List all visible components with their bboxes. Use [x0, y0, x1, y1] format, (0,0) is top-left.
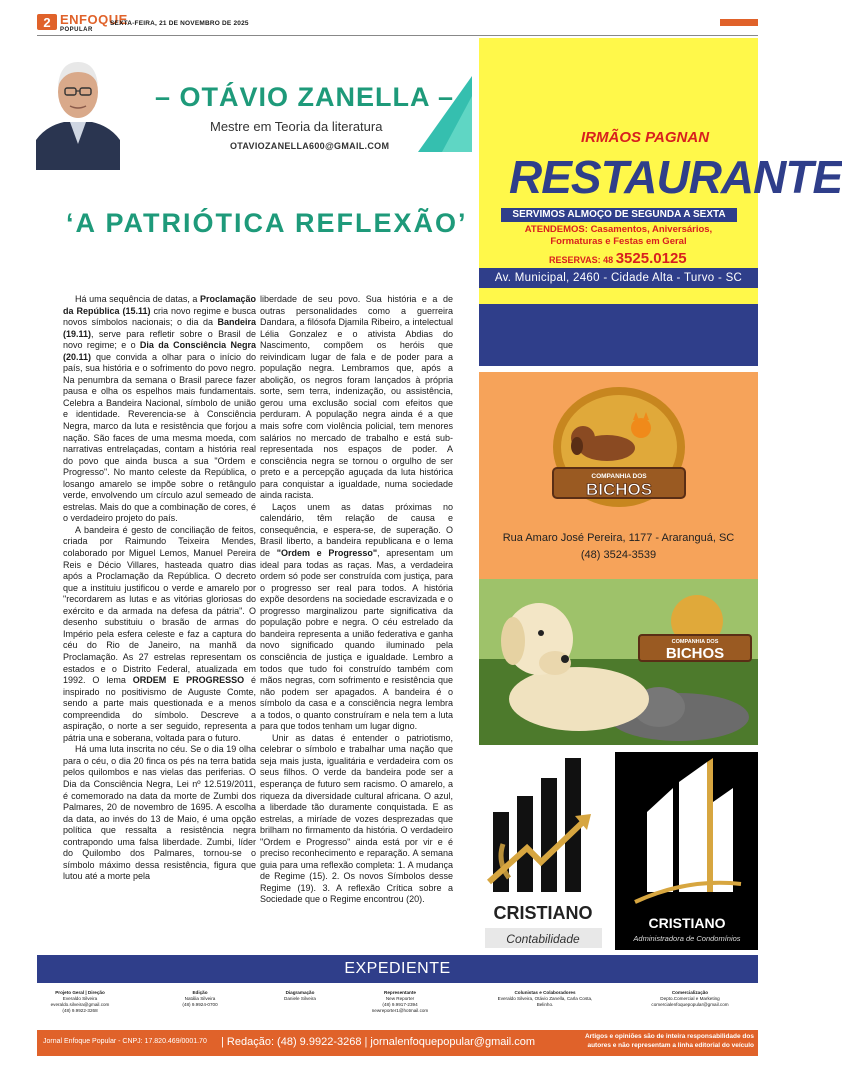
article-paragraph: liberdade de seu povo. Sua história e a de outras personalidades como a guerreira Dandara, a filósofa Djamila Ribeiro, a intelectual Lélia Gonzalez e o ativista Abdias do Nascimento, compõem os heróis que reivindicam lugar de fala e de poder para a população negra. Lembramos que, após a abolição, os negros foram lançados à própria sorte, sem terra, indenização, ou assistência, gerou uma exclusão social com efeitos que perduram. A população negra ainda é a que mais sofre com violência policial, tem menores salários no mercado de trabalho e está sub-representada nos espaços de poder. A consciência negra se tornou o orgulho de ser preto e a percepção aguçada da luta histórica para conquistar a igualdade, numa sociedade ainda racista.: [260, 294, 453, 501]
author-name: – OTÁVIO ZANELLA –: [155, 82, 455, 112]
header-rule: [37, 35, 758, 36]
header-accent-bar: [720, 19, 758, 26]
staff-line: everaldo.silveira@gmail.com: [50, 1002, 110, 1007]
restaurant-events: [479, 224, 758, 248]
restaurant-ad[interactable]: [479, 38, 842, 366]
reservations-number: 3525.0125: [615, 250, 687, 267]
restaurant-owner: IRMÃOS PAGNAN: [581, 129, 710, 146]
staff-role: Comercialização: [671, 990, 709, 995]
staff-line: Natália Silveira: [184, 996, 216, 1001]
dog-and-cat-photo: [479, 579, 758, 745]
article-paragraph: Laços unem as datas próximas no calendário, têm relação de causa e consequência, e espera-se, de superação. O Brasil liberto, a bandeira republicana e o lema de "Ordem e Progresso", apresentam um ideal para todas as raças. Mas, a verdadeira ordem só pode ser construída com justiça, para o progresso ser real para todos. A história expõe desordens na sociedade escravizada e o progresso marginalizou parte significativa da população pobre e negra. O céu estrelado da bandeira representa a união federativa e ganha novo significado quando iluminado pela consciência de justiça e igualdade. Lembro a todos que tudo foi construído também com mãos negras, com sofrimento e resistência que não podem ser apagados. A bandeira é o símbolo da casa e a consciência negra lembra a todos, o quanto construíram e nela tem a luta para que todos tenham um lugar digno.: [260, 501, 453, 732]
staff-block: [165, 990, 235, 1008]
staff-block: [270, 990, 330, 1002]
footer-cnpj: Jornal Enfoque Popular - CNPJ: 17.820.469/0001.70: [43, 1038, 207, 1045]
petshop-phone[interactable]: (48) 3524-3539: [580, 549, 657, 561]
staff-role: Projeto Geral | Direção: [55, 990, 105, 995]
petshop-photo-ad[interactable]: [479, 579, 758, 745]
article-paragraph: A bandeira é gesto de conciliação de feitos, criada por Raimundo Teixeira Mendes, colaborado por Miguel Lemos, Manuel Pereira Reis e Décio Villares, hasteada quatro dias após a Proclamação da República. O decreto que a instituiu justificou o verde e amarelo por "recordarem as lutas e as vitórias gloriosas do exército e da armada na defesa da pátria". O desenho substituiu o brasão de armas do Império pela esfera celeste e faz a captura do céu do Rio de Janeiro, na manhã da Proclamação. As 27 estrelas representam os estados e o Distrito Federal, atualizada em 1992. O lema ORDEM E PROGRESSO é inspirado no positivismo de Auguste Comte, sendo a parte mais questionada e a menos compreendida do símbolo. Descreve a aspiração, o norte a ser seguido, representa a pátria una e soberana, voltada para o futuro.: [63, 524, 256, 743]
issue-date: SEXTA-FEIRA, 21 DE NOVEMBRO DE 2025: [110, 20, 249, 27]
expediente-title: EXPEDIENTE: [37, 955, 758, 983]
accounting-name: CRISTIANO: [493, 903, 593, 923]
petshop-name-bottom: BICHOS: [585, 480, 653, 499]
article-paragraph: Há uma sequência de datas, a Proclamação da República (15.11) cria novo regime e busca novos símbolos nacionais; o dia da Bandeira (19.11), serve para refletir sobre o Brasil de novo regime; e o Dia da Consciência Negra (20.11) que convida a olhar para o início do país, sua história e o sofrimento do povo negro. Na penumbra da semana o Brasil parece fazer pausa e olha os espelhos mais fundamentais. Celebra a Bandeira Nacional, símbolo de união e identidade. Reverencia-se à Consciência Negra, marco da luta e resistência que forjou a nação. São faces de uma mesma moeda, com narrativas entrelaçadas, contam a história real do povo que ainda busca a sua "Ordem e Progresso". No manto celeste da República, o losango amarelo se impõe sobre o retângulo verde, envolvendo um círculo azul semeado de estrelas. Mais do que a combinação de cores, é o verdadeiro projeto do país.: [63, 294, 256, 524]
author-email: OTAVIOZANELLA600@GMAIL.COM: [230, 141, 390, 151]
restaurant-address: Av. Municipal, 2460 - Cidade Alta - Turvo - SC: [479, 268, 758, 288]
restaurant-name: RESTAURANTE: [509, 151, 842, 203]
staff-block: [640, 990, 740, 1008]
staff-line: newreporter1@hotmail.com: [371, 1008, 429, 1013]
petshop-ad[interactable]: [479, 372, 758, 579]
article-column-2: [260, 294, 453, 906]
restaurant-events-line1: ATENDEMOS: Casamentos, Aniversários,: [524, 224, 713, 235]
ad-blue-footer: [479, 304, 758, 366]
footer-contact[interactable]: | Redação: (48) 9.9922-3268 | jornalenfoquepopular@gmail.com: [221, 1036, 536, 1048]
brand-bottom: POPULAR: [60, 27, 93, 33]
staff-block: [490, 990, 600, 1008]
staff-role: Representante: [384, 990, 416, 995]
accounting-logo: [479, 752, 608, 950]
author-subtitle: Mestre em Teoria da literatura: [210, 119, 383, 134]
petshop-address: Rua Amaro José Pereira, 1177 - Araranguá, SC: [502, 532, 735, 544]
staff-role: Diagramação: [285, 990, 315, 995]
staff-line: Everaldo Silveira: [62, 996, 98, 1001]
article-column-1: [63, 294, 256, 883]
author-photo: [36, 48, 120, 170]
staff-line: Everaldo Silveira, Otávio Zanella, Carla Costa, Belinho.: [497, 996, 593, 1007]
reservations-label: RESERVAS: 48: [549, 255, 614, 265]
condos-ad[interactable]: [615, 752, 758, 950]
restaurant-service: SERVIMOS ALMOÇO DE SEGUNDA A SEXTA: [501, 208, 737, 222]
photo-logo-bottom: BICHOS: [665, 645, 725, 662]
footer-disclaimer: Artigos e opiniões são de inteira responsabilidade dos autores e não representam a linha editorial do veículo: [584, 1033, 754, 1049]
staff-block: [360, 990, 440, 1014]
petshop-name-top: COMPANHIA DOS: [591, 473, 647, 480]
staff-role: Edição: [192, 990, 208, 995]
restaurant-events-line2: Formaturas e Festas em Geral: [550, 236, 687, 247]
footer-bar: [37, 1030, 758, 1056]
staff-block: [40, 990, 120, 1014]
staff-line: (48) 9.9917-2394: [382, 1002, 418, 1007]
staff-line: (48) 9.9922-3268: [62, 1008, 98, 1013]
petshop-logo: [479, 372, 758, 522]
accounting-ad[interactable]: [479, 752, 608, 950]
condos-sub: Administradora de Condomínios: [633, 934, 741, 943]
article-title: ‘A PATRIÓTICA REFLEXÃO’: [66, 208, 468, 238]
brand-top: ENFOQUE: [60, 12, 128, 27]
article-paragraph: Há uma luta inscrita no céu. Se o dia 19 olha para o céu, o dia 20 finca os pés na terra batida pelos quilombos e nas vielas das periferias. O Dia da Consciência Negra, Lei nº 12.519/2011, é comemorado na data da morte de Zumbi dos Palmares, 20 de novembro de 1695. A escolha da data, ao invés do 13 de Maio, é uma opção política que ressalta a resistência negra contrapondo uma falsa liberdade. Zumbi, líder do Quilombo dos Palmares, tornou-se o símbolo máximo dessa resistência, figura que lutou até a morte pela: [63, 744, 256, 882]
restaurant-reservations: [549, 250, 687, 267]
article-paragraph: Unir as datas é entender o patriotismo, celebrar o símbolo e trabalhar uma nação que seja mais justa, igualitária e verdadeira com os seus filhos. O verde da bandeira pode ser a esperança de futuro sem racismo. O amarelo, a riqueza da diversidade cultural africana. O azul, a liberdade tão duramente conquistada. E as estrelas, a miríade de vozes desprezadas que brilham no firmamento da história. O verdadeiro "Ordem e Progresso" ainda está por vir e é preciso reconhecimento e reparação. A semana guia para uma reflexão completa: 1. A mudança de Regime (15). 2. Os novos Símbolos desse Regime (19). 3. A reflexão Crítica sobre a Sociedade que o Regime encontrou (20).: [260, 732, 453, 905]
staff-line: Daniele Silveira: [284, 996, 316, 1001]
accounting-sub: Contabilidade: [506, 932, 580, 946]
staff-role: Colunistas e Colaboradores: [514, 990, 576, 995]
condos-logo: [615, 752, 758, 950]
page-number: 2: [37, 14, 57, 30]
condos-name: CRISTIANO: [648, 915, 726, 931]
staff-line: New Reporter: [385, 996, 415, 1001]
photo-logo-top: COMPANHIA DOS: [671, 639, 719, 645]
staff-line: (48) 9.9924-0700: [182, 1002, 218, 1007]
staff-line: Depto.Comercial e Marketing: [660, 996, 720, 1001]
staff-line: comercialenfoquepopular@gmail.com: [651, 1002, 729, 1007]
